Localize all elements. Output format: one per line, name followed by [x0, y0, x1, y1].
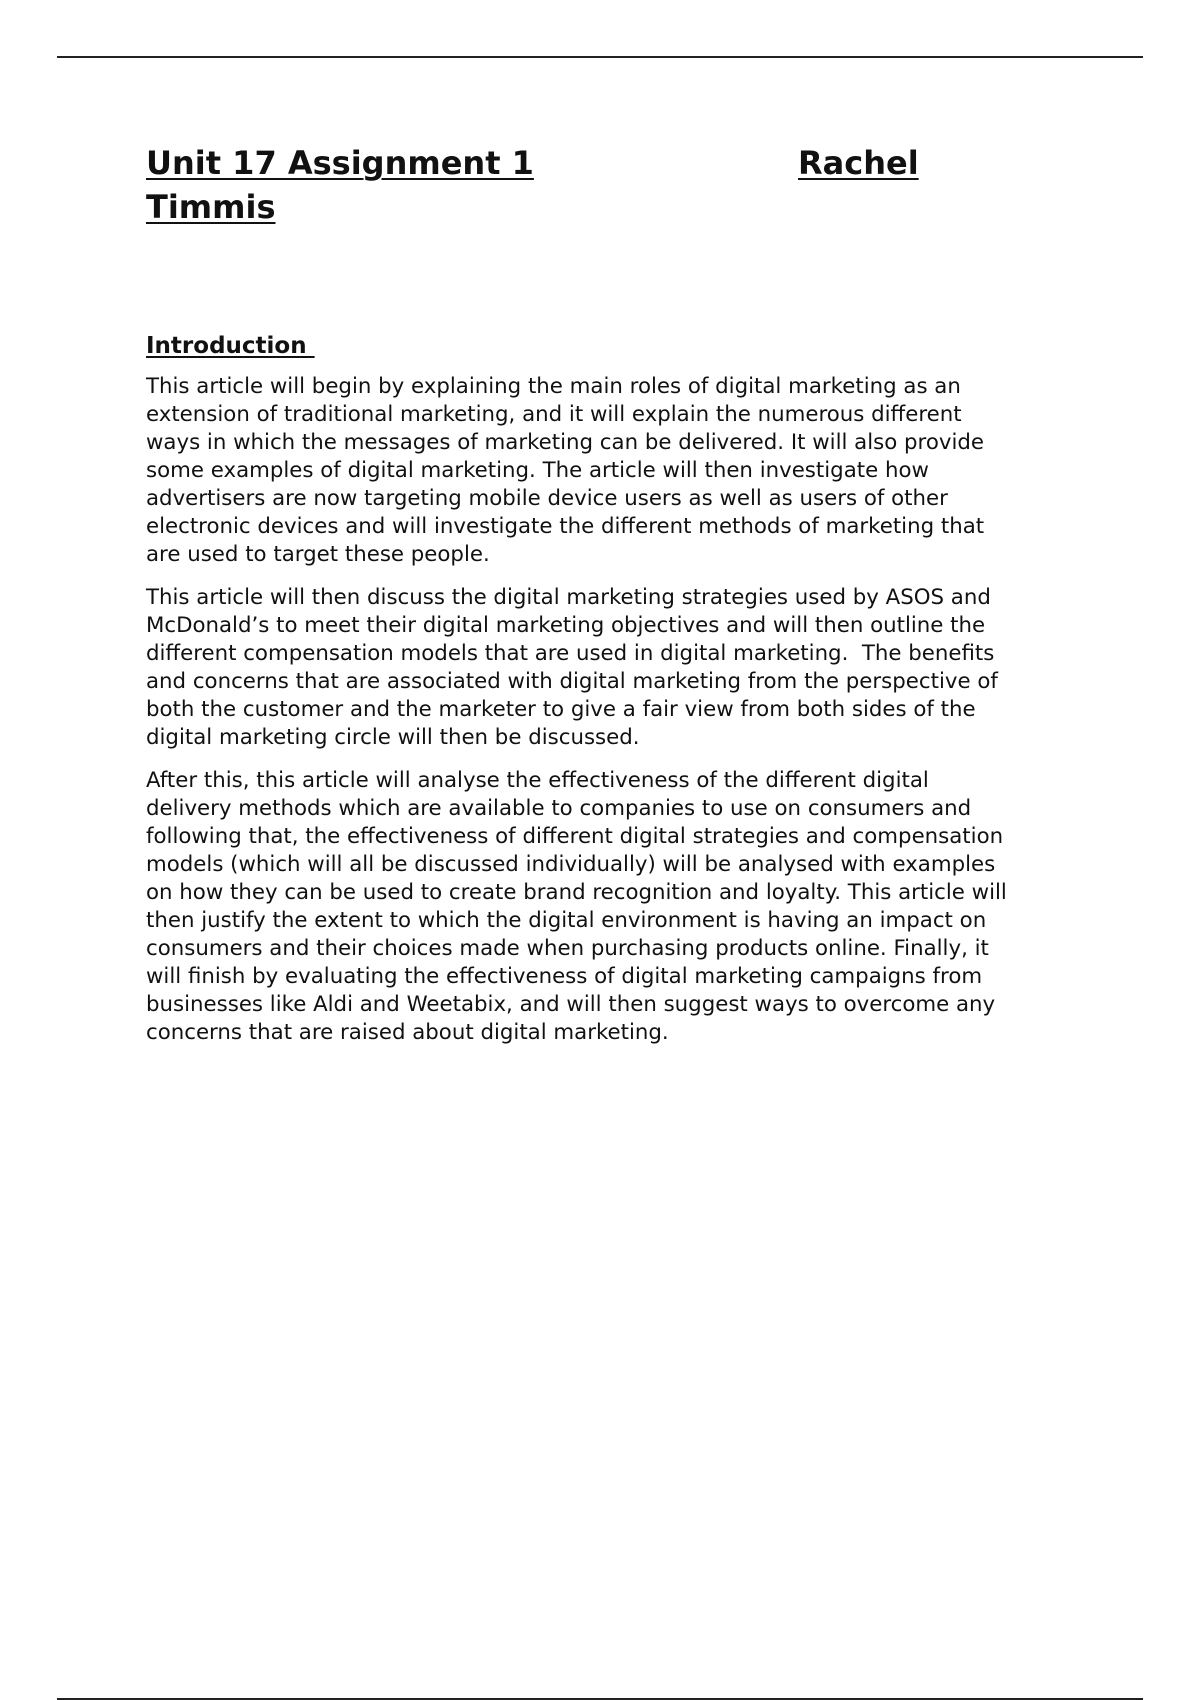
- document-title: [146, 141, 1046, 229]
- text-line: McDonald’s to meet their digital marketing objectives and will then outline the: [146, 613, 986, 638]
- text-line: advertisers are now targeting mobile device users as well as users of other: [146, 486, 948, 511]
- text-line: on how they can be used to create brand recognition and loyalty. This article will: [146, 880, 1007, 905]
- paragraph: [146, 373, 1061, 569]
- text-line: concerns that are raised about digital marketing.: [146, 1020, 669, 1045]
- paragraph: [146, 767, 1061, 1047]
- text-line: then justify the extent to which the digital environment is having an impact on: [146, 908, 987, 933]
- section-heading-introduction: Introduction: [146, 333, 315, 359]
- text-line: following that, the effectiveness of different digital strategies and compensation: [146, 824, 1004, 849]
- text-line: consumers and their choices made when purchasing products online. Finally, it: [146, 936, 989, 961]
- text-line: extension of traditional marketing, and it will explain the numerous different: [146, 402, 962, 427]
- text-line: some examples of digital marketing. The article will then investigate how: [146, 458, 929, 483]
- text-line: models (which will all be discussed individually) will be analysed with examples: [146, 852, 996, 877]
- text-line: and concerns that are associated with digital marketing from the perspective of: [146, 669, 998, 694]
- document-body: [146, 330, 1061, 1062]
- text-line: After this, this article will analyse the effectiveness of the different digital: [146, 768, 929, 793]
- header-rule: [57, 56, 1143, 58]
- text-line: businesses like Aldi and Weetabix, and will then suggest ways to overcome any: [146, 992, 996, 1017]
- text-line: This article will then discuss the digital marketing strategies used by ASOS and: [146, 585, 991, 610]
- text-line: will finish by evaluating the effectiveness of digital marketing campaigns from: [146, 964, 983, 989]
- text-line: digital marketing circle will then be discussed.: [146, 725, 640, 750]
- text-line: electronic devices and will investigate the different methods of marketing that: [146, 514, 985, 539]
- text-line: different compensation models that are used in digital marketing. The benefits: [146, 641, 995, 666]
- text-line: This article will begin by explaining the main roles of digital marketing as an: [146, 374, 961, 399]
- text-line: delivery methods which are available to companies to use on consumers and: [146, 796, 972, 821]
- author-last-name: Timmis: [146, 188, 276, 226]
- title-text: Unit 17 Assignment 1: [146, 144, 534, 182]
- text-line: are used to target these people.: [146, 542, 490, 567]
- author-first-name: Rachel: [798, 144, 919, 182]
- paragraph: [146, 584, 1061, 752]
- text-line: both the customer and the marketer to give a fair view from both sides of the: [146, 697, 976, 722]
- text-line: ways in which the messages of marketing can be delivered. It will also provide: [146, 430, 985, 455]
